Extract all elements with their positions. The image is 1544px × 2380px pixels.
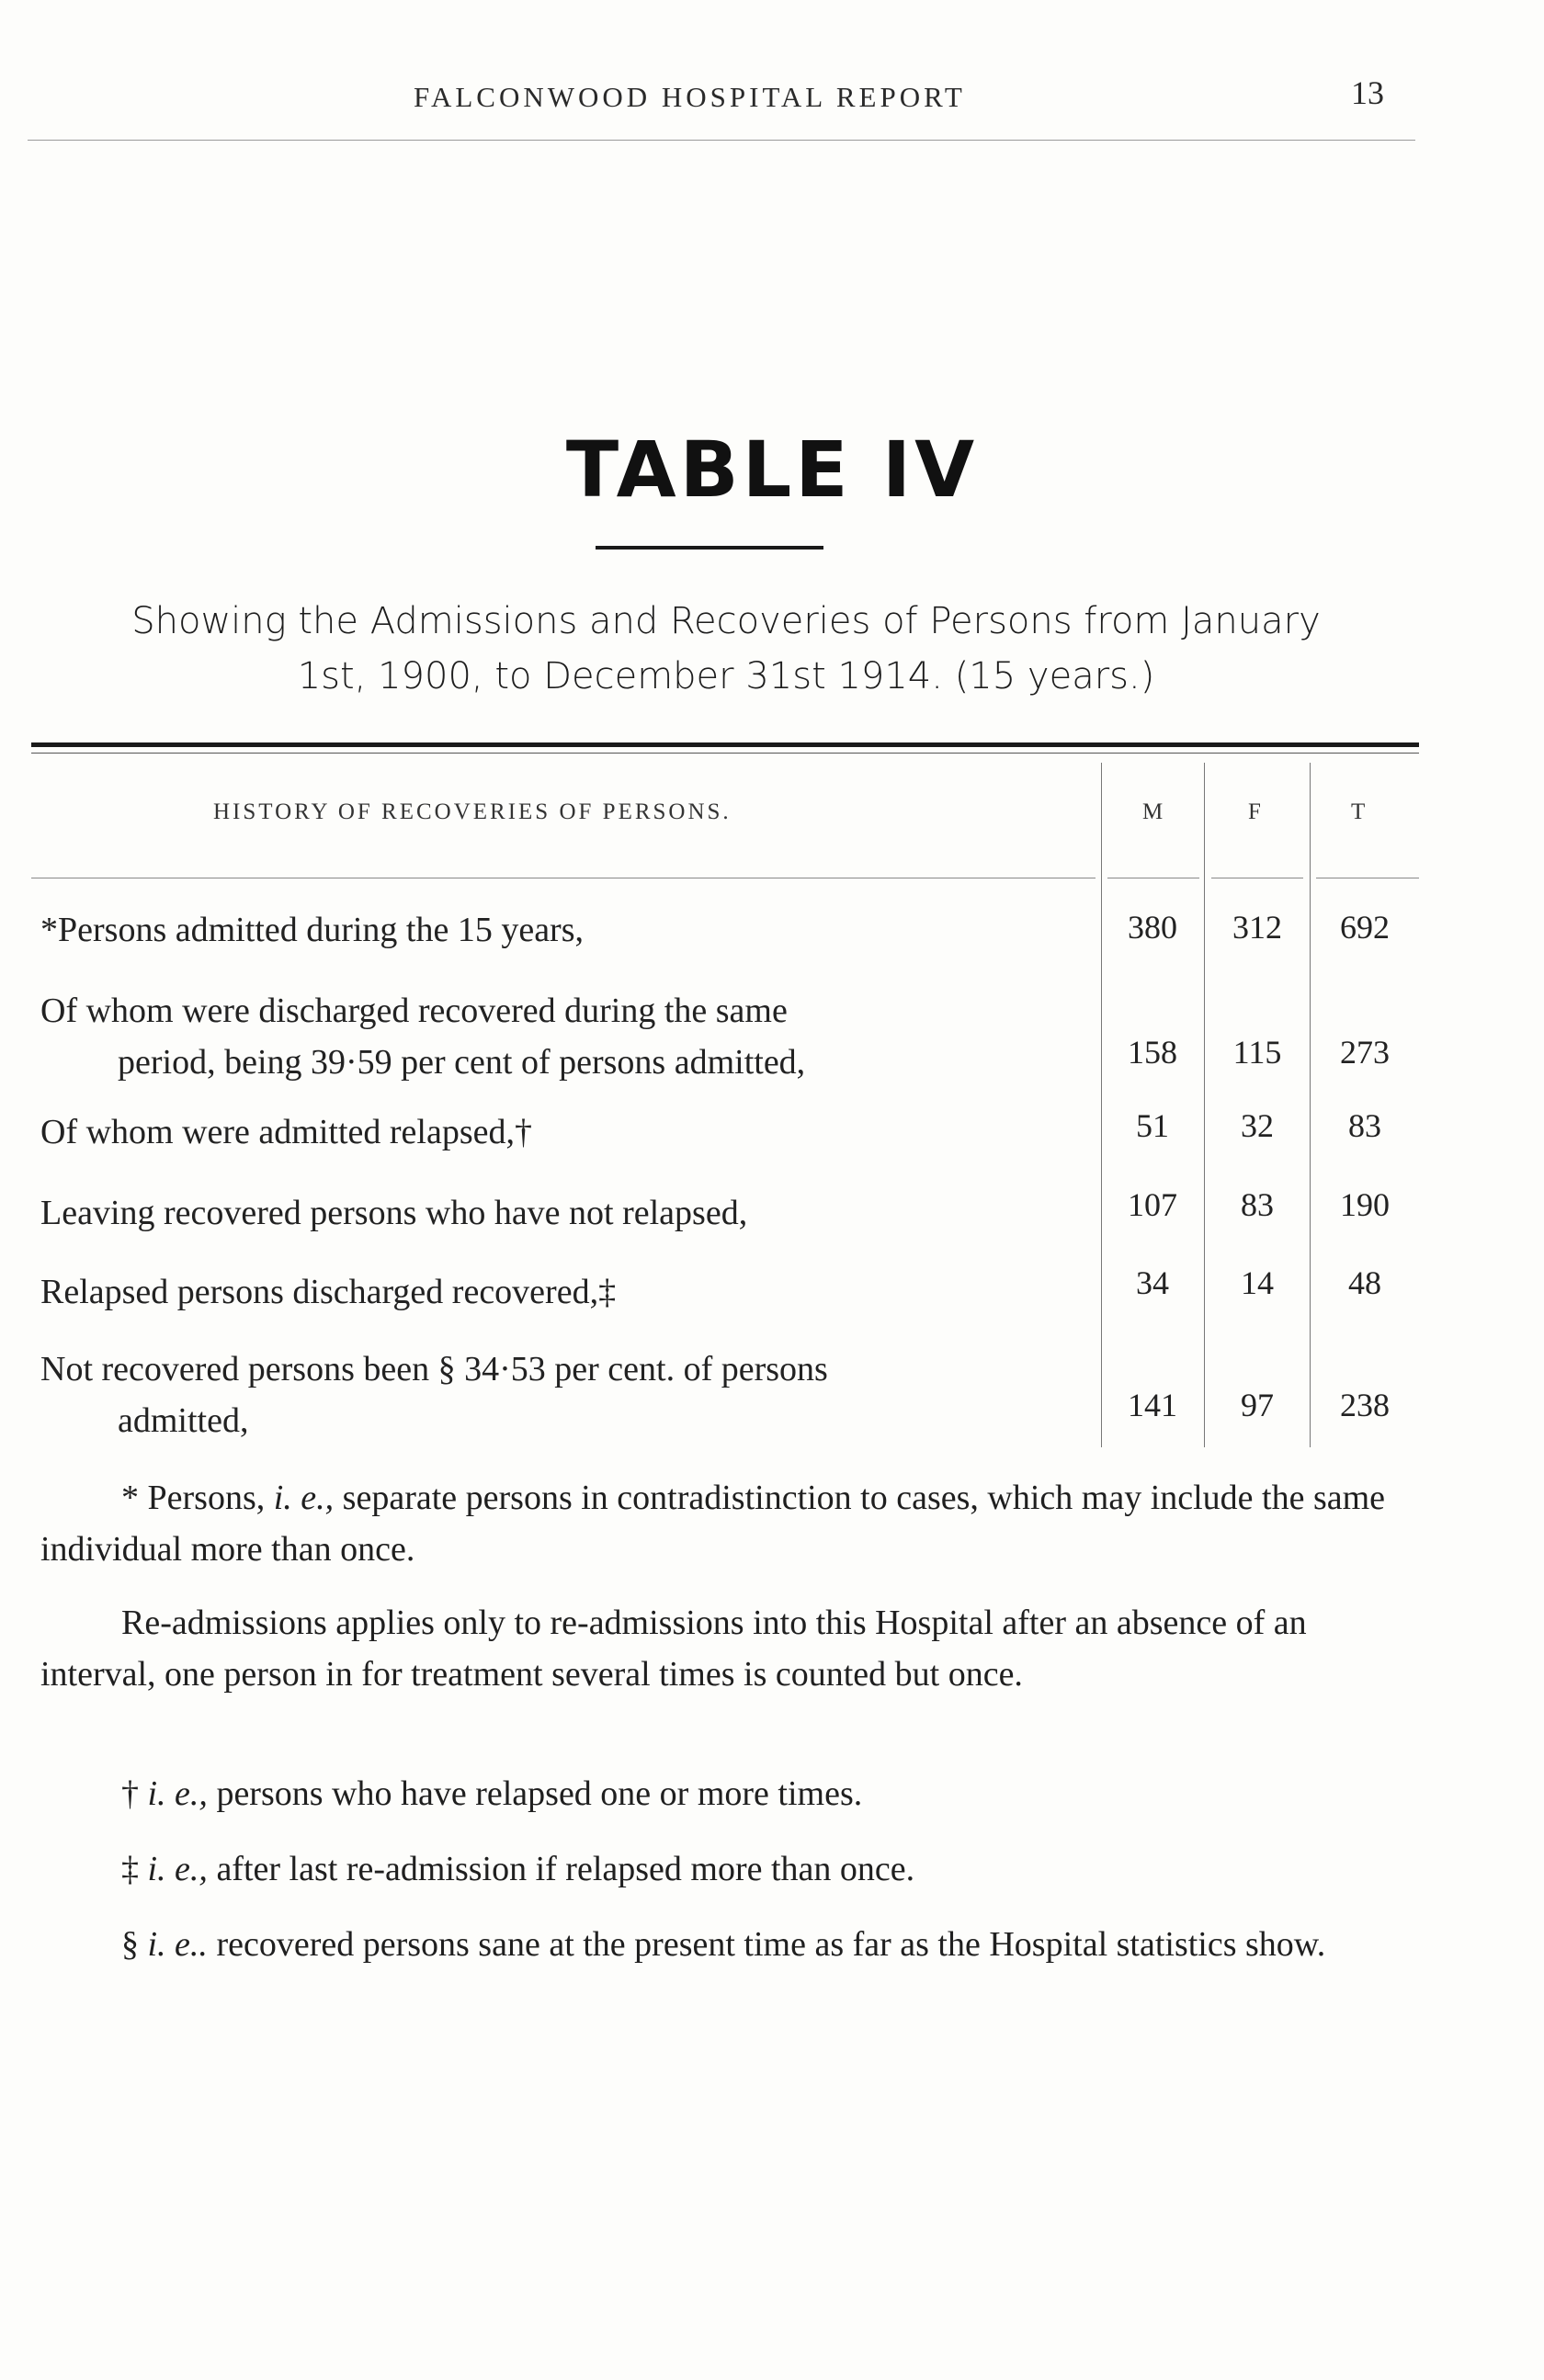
column-header-f: F bbox=[1248, 799, 1264, 824]
subtitle-line-2: 1st, 1900, to December 31st 1914. (15 years.) bbox=[297, 655, 1155, 697]
footnote-ie: i. e.. bbox=[147, 1925, 208, 1964]
footnote-text: separate persons in contradistinction to cases, which may include the same individual more than once. bbox=[40, 1479, 1386, 1569]
table-cell-f: 97 bbox=[1241, 1387, 1274, 1423]
title-rule bbox=[596, 546, 823, 550]
footnote-text: after last re-admission if relapsed more than once. bbox=[216, 1850, 915, 1888]
page-number: 13 bbox=[1351, 74, 1384, 111]
footnote-ie: i. e., bbox=[147, 1850, 208, 1888]
table-row-label-line-2: period, being 39·59 per cent of persons admitted, bbox=[118, 1043, 806, 1082]
table-cell-f: 115 bbox=[1232, 1034, 1282, 1071]
table-cell-f: 312 bbox=[1232, 909, 1282, 946]
table-row-label-line-2: admitted, bbox=[118, 1401, 249, 1440]
table-row-label: Relapsed persons discharged recovered,‡ bbox=[40, 1273, 617, 1311]
table-top-rule-thin bbox=[31, 753, 1419, 754]
footnote-dagger bbox=[40, 1768, 1428, 1819]
table-cell-m: 107 bbox=[1128, 1186, 1177, 1223]
table-cell-t: 48 bbox=[1348, 1264, 1381, 1301]
header-rule bbox=[28, 140, 1415, 141]
footnote-asterisk bbox=[40, 1472, 1428, 1575]
table-row-label: Leaving recovered persons who have not relapsed, bbox=[40, 1194, 748, 1232]
footnote-text: persons who have relapsed one or more times. bbox=[216, 1774, 863, 1813]
table-row-label bbox=[40, 1343, 828, 1446]
table-cell-t: 692 bbox=[1340, 909, 1390, 946]
table-cell-t: 238 bbox=[1340, 1387, 1390, 1423]
running-title: FALCONWOOD HOSPITAL REPORT bbox=[414, 81, 966, 113]
table-cell-t: 83 bbox=[1348, 1107, 1381, 1144]
subtitle-line-1: Showing the Admissions and Recoveries of Persons from January bbox=[131, 600, 1321, 642]
footnote-ie: i. e., bbox=[273, 1479, 335, 1517]
table-cell-f: 32 bbox=[1241, 1107, 1274, 1144]
footnote-mark: § bbox=[121, 1925, 139, 1964]
table-cell-t: 190 bbox=[1340, 1186, 1390, 1223]
footnote-text: recovered persons sane at the present time as far as the Hospital statistics show. bbox=[216, 1925, 1326, 1964]
table-row-label-line-1: Not recovered persons been § 34·53 per cent. of persons bbox=[40, 1350, 828, 1388]
table-title: TABLE IV bbox=[565, 425, 979, 515]
footnote-section bbox=[40, 1919, 1428, 1970]
footnote-mark: ‡ bbox=[121, 1850, 139, 1888]
table-cell-m: 380 bbox=[1128, 909, 1177, 946]
table-top-rule bbox=[31, 742, 1419, 747]
footnote-mark: † bbox=[121, 1774, 139, 1813]
table-cell-f: 83 bbox=[1241, 1186, 1274, 1223]
footnote-ie: i. e., bbox=[147, 1774, 208, 1813]
column-divider-1 bbox=[1101, 763, 1102, 1447]
column-header-history: HISTORY OF RECOVERIES OF PERSONS. bbox=[213, 799, 732, 824]
table-row-label: *Persons admitted during the 15 years, bbox=[40, 911, 585, 949]
table-row-label: Of whom were admitted relapsed,† bbox=[40, 1113, 532, 1151]
table-cell-m: 34 bbox=[1136, 1264, 1169, 1301]
footnote-double-dagger bbox=[40, 1843, 1428, 1895]
table-cell-m: 51 bbox=[1136, 1107, 1169, 1144]
table-cell-m: 158 bbox=[1128, 1034, 1177, 1071]
column-divider-2 bbox=[1204, 763, 1205, 1447]
note-readmissions: Re-admissions applies only to re-admissions into this Hospital after an absence of an interval, one person in for treatment several times is counted but once. bbox=[40, 1604, 1307, 1694]
column-header-m: M bbox=[1142, 799, 1166, 824]
table-cell-t: 273 bbox=[1340, 1034, 1390, 1071]
table-cell-m: 141 bbox=[1128, 1387, 1177, 1423]
column-header-t: T bbox=[1351, 799, 1368, 824]
table-row-label bbox=[40, 985, 805, 1088]
footnote-lead: * Persons, bbox=[121, 1479, 266, 1517]
column-divider-3 bbox=[1310, 763, 1311, 1447]
table-subtitle bbox=[18, 594, 1434, 704]
table-cell-f: 14 bbox=[1241, 1264, 1274, 1301]
running-head bbox=[0, 74, 1544, 118]
table-row-label-line-1: Of whom were discharged recovered during the same bbox=[40, 992, 788, 1030]
